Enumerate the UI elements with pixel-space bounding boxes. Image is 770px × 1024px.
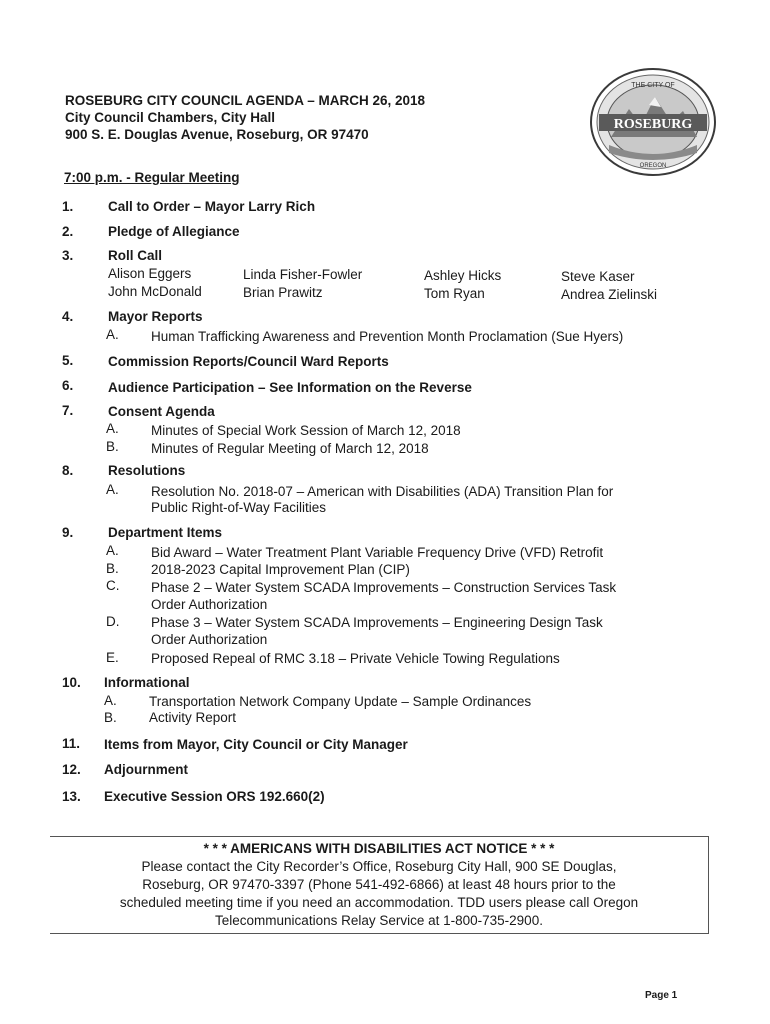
item-1-title: Call to Order – Mayor Larry Rich: [108, 199, 316, 214]
item-8-number: 8.: [62, 463, 74, 478]
item-3-number: 3.: [62, 248, 74, 263]
city-seal: [589, 67, 717, 177]
roll-call-member: Tom Ryan: [424, 286, 485, 301]
sub-item-text: Bid Award – Water Treatment Plant Variable Frequency Drive (VFD) Retrofit: [151, 545, 604, 560]
item-4-title: Mayor Reports: [108, 309, 203, 324]
item-7-title: Consent Agenda: [108, 404, 215, 419]
meeting-location: City Council Chambers, City Hall: [65, 110, 276, 125]
sub-item-text: Minutes of Special Work Session of March 12, 2018: [151, 423, 461, 438]
item-13-title: Executive Session ORS 192.660(2): [104, 789, 325, 804]
item-6-title: Audience Participation – See Information on the Reverse: [108, 380, 472, 395]
item-6-number: 6.: [62, 378, 74, 393]
sub-item-text: Activity Report: [149, 710, 237, 725]
meeting-address: 900 S. E. Douglas Avenue, Roseburg, OR 97470: [65, 127, 369, 142]
seal-top-text: THE CITY OF: [631, 82, 675, 89]
item-8-title: Resolutions: [108, 463, 186, 478]
meeting-time: 7:00 p.m. - Regular Meeting: [64, 170, 240, 185]
roll-call-member: Linda Fisher-Fowler: [243, 267, 363, 282]
sub-item-letter: A.: [104, 693, 117, 708]
item-1-number: 1.: [62, 199, 74, 214]
roll-call-member: Andrea Zielinski: [561, 287, 658, 302]
sub-item-letter: B.: [106, 439, 119, 454]
roll-call-member: Brian Prawitz: [243, 285, 323, 300]
sub-item-letter: C.: [106, 578, 120, 593]
sub-item-letter: B.: [106, 561, 119, 576]
item-12-number: 12.: [62, 762, 81, 777]
seal-name: ROSEBURG: [613, 117, 693, 132]
item-5-title: Commission Reports/Council Ward Reports: [108, 354, 389, 369]
item-5-number: 5.: [62, 353, 74, 368]
item-9-title: Department Items: [108, 525, 223, 540]
sub-item-text: Human Trafficking Awareness and Prevention Month Proclamation (Sue Hyers): [151, 329, 624, 344]
ada-notice-heading: * * * AMERICANS WITH DISABILITIES ACT NOTICE * * *: [203, 841, 555, 856]
item-12-title: Adjournment: [104, 762, 188, 777]
ada-notice-line: scheduled meeting time if you need an accommodation. TDD users please call Oregon: [119, 895, 639, 910]
sub-item-letter: A.: [106, 421, 119, 436]
ada-notice-line: Telecommunications Relay Service at 1-800-735-2900.: [215, 913, 543, 928]
item-4-number: 4.: [62, 309, 74, 324]
roll-call-member: Alison Eggers: [108, 266, 192, 281]
sub-item-continuation: Order Authorization: [151, 597, 268, 612]
sub-item-letter: E.: [106, 650, 119, 665]
ada-notice-line: Roseburg, OR 97470-3397 (Phone 541-492-6866) at least 48 hours prior to the: [142, 877, 616, 892]
sub-item-text: Minutes of Regular Meeting of March 12, 2018: [151, 441, 429, 456]
item-10-number: 10.: [62, 675, 81, 690]
roll-call-member: Ashley Hicks: [424, 268, 502, 283]
item-13-number: 13.: [62, 789, 81, 804]
ada-notice-box: [50, 836, 709, 934]
item-11-title: Items from Mayor, City Council or City Manager: [104, 737, 408, 752]
seal-bottom-text: OREGON: [639, 163, 667, 169]
item-9-number: 9.: [62, 525, 74, 540]
roll-call-member: John McDonald: [108, 284, 202, 299]
sub-item-letter: A.: [106, 543, 119, 558]
sub-item-text: Phase 2 – Water System SCADA Improvements – Construction Services Task: [151, 580, 617, 595]
item-11-number: 11.: [62, 736, 81, 751]
item-3-title: Roll Call: [108, 248, 163, 263]
sub-item-letter: A.: [106, 482, 119, 497]
sub-item-continuation: Order Authorization: [151, 632, 268, 647]
sub-item-letter: A.: [106, 327, 119, 342]
item-7-number: 7.: [62, 403, 74, 418]
sub-item-continuation: Public Right-of-Way Facilities: [151, 500, 327, 515]
sub-item-letter: D.: [106, 614, 120, 629]
sub-item-text: 2018-2023 Capital Improvement Plan (CIP): [151, 562, 410, 577]
agenda-title: ROSEBURG CITY COUNCIL AGENDA – MARCH 26, 2018: [65, 93, 426, 108]
sub-item-text: Resolution No. 2018-07 – American with Disabilities (ADA) Transition Plan for: [151, 484, 614, 499]
page-number: Page 1: [645, 990, 678, 1001]
item-2-title: Pledge of Allegiance: [108, 224, 240, 239]
roll-call-member: Steve Kaser: [561, 269, 635, 284]
item-10-title: Informational: [104, 675, 190, 690]
sub-item-letter: B.: [104, 710, 117, 725]
sub-item-text: Transportation Network Company Update – Sample Ordinances: [149, 694, 532, 709]
item-2-number: 2.: [62, 224, 74, 239]
ada-notice-line: Please contact the City Recorder’s Office, Roseburg City Hall, 900 SE Douglas,: [141, 859, 617, 874]
sub-item-text: Proposed Repeal of RMC 3.18 – Private Vehicle Towing Regulations: [151, 651, 560, 666]
sub-item-text: Phase 3 – Water System SCADA Improvements – Engineering Design Task: [151, 615, 603, 630]
